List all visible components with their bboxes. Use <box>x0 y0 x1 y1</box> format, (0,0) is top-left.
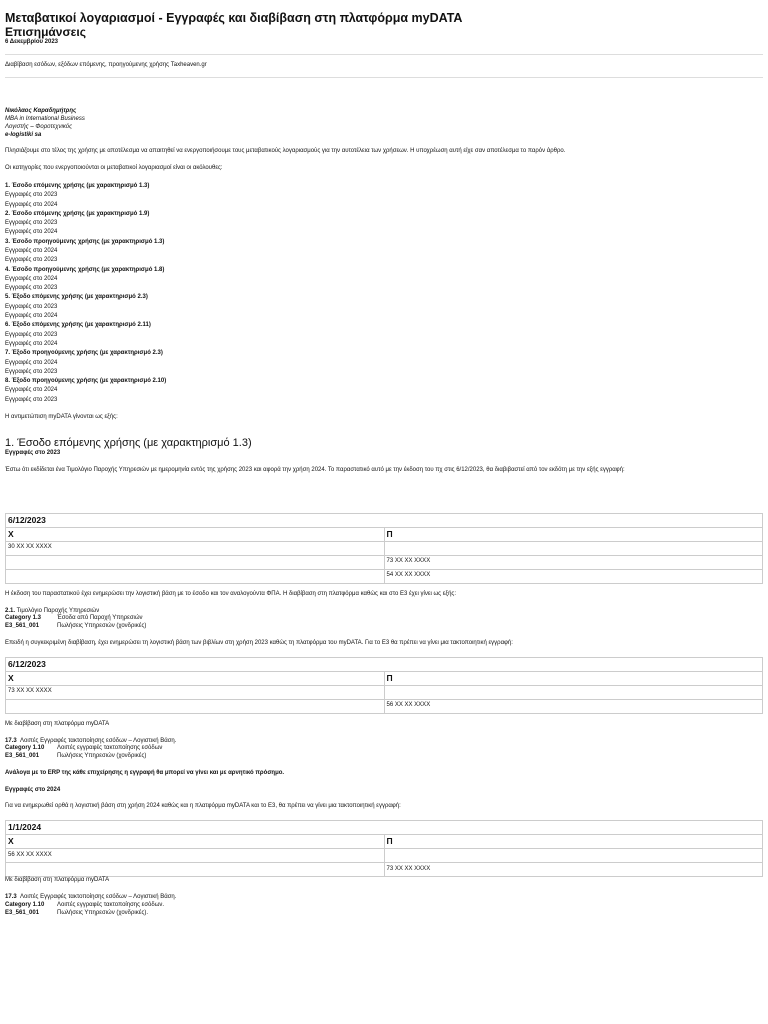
category-line: Εγγραφές στο 2024 <box>5 359 58 366</box>
author-company: e-logistiki sa <box>5 132 42 139</box>
category-line: Εγγραφές στο 2023 <box>5 331 58 338</box>
intro-paragraph: Πλησιάζουμε στο τέλος της χρήσης με αποτέλεσμα να απαιτηθεί να ενεργοποιήσουμε τους μεταβατικούς λογαριασμούς για την αυτοτέλεια των χρήσεων. Η υποχρέωση αυτή είχε σαν αποτέλεσμα το παρόν άρθρο. <box>5 148 566 155</box>
credit-cell: 56 ΧΧ ΧΧ ΧΧΧΧ <box>384 699 763 713</box>
category-line: Εγγραφές στο 2023 <box>5 192 58 199</box>
code-label: 17.3 <box>5 737 17 744</box>
code-text: Λοιπές εγγραφές τακτοποίησης εσόδων. <box>57 901 165 908</box>
table-row <box>6 849 763 863</box>
col-credit-header: Π <box>384 835 763 849</box>
code-label: Category 1.3 <box>5 615 42 622</box>
transmission-block <box>5 608 763 631</box>
code-text: Πωλήσεις Υπηρεσιών (χονδρικές). <box>57 909 148 916</box>
category-line: Εγγραφές στο 2023 <box>5 257 58 264</box>
example-paragraph: Έστω ότι εκδίδεται ένα Τιμολόγιο Παροχής Υπηρεσιών με ημερομηνία εντός της χρήσης 2023 και αφορά την χρήση 2024. Το παραστατικό αυτό με την έκδοση του πχ στις 6/12/2023, θα διαβιβαστεί από τον εκδότη με την εξής εγγραφή: <box>5 466 625 473</box>
credit-cell: 73 ΧΧ ΧΧ ΧΧΧΧ <box>384 555 763 569</box>
article-date: 6 Δεκεμβρίου 2023 <box>5 39 59 46</box>
debit-cell <box>6 569 385 583</box>
table-date: 6/12/2023 <box>6 657 763 671</box>
category-line: Εγγραφές στο 2024 <box>5 313 58 320</box>
section-subheading: Εγγραφές στο 2023 <box>5 450 61 457</box>
paragraph: Επειδή η συγκεκριμένη διαβίβαση, έχει ενημερώσει τη λογιστική βάση των βιβλίων στη χρήση 2023 καθώς τη πλατφόρμα του myDATA. Για το Ε3 θα πρέπει να γίνει μια τακτοποιητική εγγραφή: <box>5 639 513 646</box>
erp-note: Ανάλογα με το ERP της κάθε επιχείρησης η εγγραφή θα μπορεί να γίνει και με αρνητικό πρόσημο. <box>5 769 285 776</box>
table-date: 1/1/2024 <box>6 821 763 835</box>
code-text: Λοιπές Εγγραφές τακτοποίησης εσόδων – Λογιστική Βάση. <box>20 894 177 901</box>
category-line: Εγγραφές στο 2023 <box>5 396 58 403</box>
article-tags: Διαβίβαση εσόδων, εξόδων επόμενης, προηγούμενης χρήσης Taxheaven.gr <box>5 62 207 69</box>
code-label: E3_561_001 <box>5 623 40 630</box>
section-heading: 1. Έσοδο επόμενης χρήσης (με χαρακτηρισμό 1.3) <box>5 436 252 449</box>
after-table-paragraph: Η έκδοση του παραστατικού έχει ενημερώσει την λογιστική βάση με το έσοδο και τον αναλογούντα ΦΠΑ. Η διαβίβαση στη πλατφόρμα καθώς και στο Ε3 έχει γίνει ως εξής: <box>5 590 456 597</box>
col-credit-header: Π <box>384 671 763 685</box>
category-title: 6. Έξοδο επόμενης χρήσης (με χαρακτηρισμό 2.11) <box>5 322 151 329</box>
col-credit-header: Π <box>384 527 763 541</box>
col-debit-header: Χ <box>6 527 385 541</box>
author-role: Λογιστής – Φοροτεχνικός <box>5 124 73 131</box>
author-block <box>5 107 763 139</box>
author-degree: MBA in International Business <box>5 116 85 123</box>
code-label: Category 1.10 <box>5 745 45 752</box>
table-row <box>6 541 763 555</box>
credit-cell <box>384 685 763 699</box>
category-title: 4. Έσοδο προηγούμενης χρήσης (με χαρακτηρισμό 1.8) <box>5 266 165 273</box>
intro-paragraph: Οι κατηγορίες που ενεργοποιούνται οι μεταβατικοί λογαριασμοί είναι οι ακόλουθες: <box>5 165 223 172</box>
debit-cell: 73 ΧΧ ΧΧ ΧΧΧΧ <box>6 685 385 699</box>
category-list <box>5 182 763 405</box>
category-line: Εγγραφές στο 2024 <box>5 201 58 208</box>
category-title: 7. Έξοδο προηγούμενης χρήσης (με χαρακτηρισμό 2.3) <box>5 350 163 357</box>
debit-cell <box>6 555 385 569</box>
code-text: Λοιπές Εγγραφές τακτοποίησης εσόδων – Λογιστική Βάση. <box>20 737 177 744</box>
article <box>5 12 763 917</box>
credit-cell <box>384 849 763 863</box>
divider <box>5 54 763 55</box>
mydata-note: Με διαβίβαση στη πλατφόρμα myDATA <box>5 720 110 727</box>
category-line: Εγγραφές στο 2024 <box>5 275 58 282</box>
section-subheading: Εγγραφές στο 2024 <box>5 786 61 793</box>
mydata-note: Με διαβίβαση στη πλατφόρμα myDATA <box>5 877 110 884</box>
author-name: Νικόλαος Καραδημήτρης <box>5 107 77 114</box>
credit-cell: 73 ΧΧ ΧΧ ΧΧΧΧ <box>384 863 763 877</box>
category-title: 1. Έσοδο επόμενης χρήσης (με χαρακτηρισμό 1.3) <box>5 182 150 189</box>
code-label: 17.3 <box>5 894 17 901</box>
code-label: 2.1. <box>5 607 16 614</box>
debit-cell <box>6 699 385 713</box>
journal-table <box>5 657 763 714</box>
journal-table <box>5 820 763 877</box>
debit-cell <box>6 863 385 877</box>
credit-cell: 54 ΧΧ ΧΧ ΧΧΧΧ <box>384 569 763 583</box>
code-text: Πωλήσεις Υπηρεσιών (χονδρικές) <box>57 753 147 760</box>
code-text: Πωλήσεις Υπηρεσιών (χονδρικές) <box>57 623 147 630</box>
category-title: 2. Έσοδο επόμενης χρήσης (με χαρακτηρισμό 1.9) <box>5 210 150 217</box>
category-title: 3. Έσοδο προηγούμενης χρήσης (με χαρακτηρισμό 1.3) <box>5 238 165 245</box>
debit-cell: 56 ΧΧ ΧΧ ΧΧΧΧ <box>6 849 385 863</box>
divider <box>5 77 763 78</box>
col-debit-header: Χ <box>6 671 385 685</box>
category-title: 5. Έξοδο επόμενης χρήσης (με χαρακτηρισμό 2.3) <box>5 294 148 301</box>
category-line: Εγγραφές στο 2024 <box>5 229 58 236</box>
transmission-block <box>5 738 763 761</box>
category-line: Εγγραφές στο 2024 <box>5 247 58 254</box>
code-text: Λοιπές εγγραφές τακτοποίησης εσόδων <box>57 745 163 752</box>
category-line: Εγγραφές στο 2024 <box>5 387 58 394</box>
category-title: 8. Έξοδο προηγούμενης χρήσης (με χαρακτηρισμό 2.10) <box>5 378 167 385</box>
credit-cell <box>384 541 763 555</box>
paragraph: Για να ενημερωθεί ορθά η λογιστική βάση στη χρήση 2024 καθώς και η πλατφόρμα myDATA και το Ε3, θα πρέπει να γίνει μια τακτοποιητική εγγραφή: <box>5 803 401 810</box>
code-text: Τιμολόγιο Παροχής Υπηρεσιών <box>16 607 100 614</box>
table-row <box>6 863 763 877</box>
transmission-block <box>5 894 763 917</box>
table-row <box>6 555 763 569</box>
table-row <box>6 569 763 583</box>
table-row <box>6 699 763 713</box>
category-line: Εγγραφές στο 2023 <box>5 368 58 375</box>
handling-paragraph: Η αντιμετώπιση myDATA γίνονται ως εξής: <box>5 414 118 421</box>
category-line: Εγγραφές στο 2023 <box>5 220 58 227</box>
code-text: Έσοδα από Παροχή Υπηρεσιών <box>57 615 143 622</box>
col-debit-header: Χ <box>6 835 385 849</box>
table-row <box>6 685 763 699</box>
code-label: E3_561_001 <box>5 909 40 916</box>
category-line: Εγγραφές στο 2023 <box>5 285 58 292</box>
code-label: Category 1.10 <box>5 901 45 908</box>
debit-cell: 30 ΧΧ ΧΧ ΧΧΧΧ <box>6 541 385 555</box>
category-line: Εγγραφές στο 2023 <box>5 303 58 310</box>
code-label: E3_561_001 <box>5 753 40 760</box>
article-title: Μεταβατικοί λογαριασμοί - Εγγραφές και διαβίβαση στη πλατφόρμα myDATA <box>5 11 463 25</box>
article-subtitle: Επισημάνσεις <box>5 24 86 39</box>
table-date: 6/12/2023 <box>6 513 763 527</box>
category-line: Εγγραφές στο 2024 <box>5 340 58 347</box>
journal-table <box>5 513 763 584</box>
